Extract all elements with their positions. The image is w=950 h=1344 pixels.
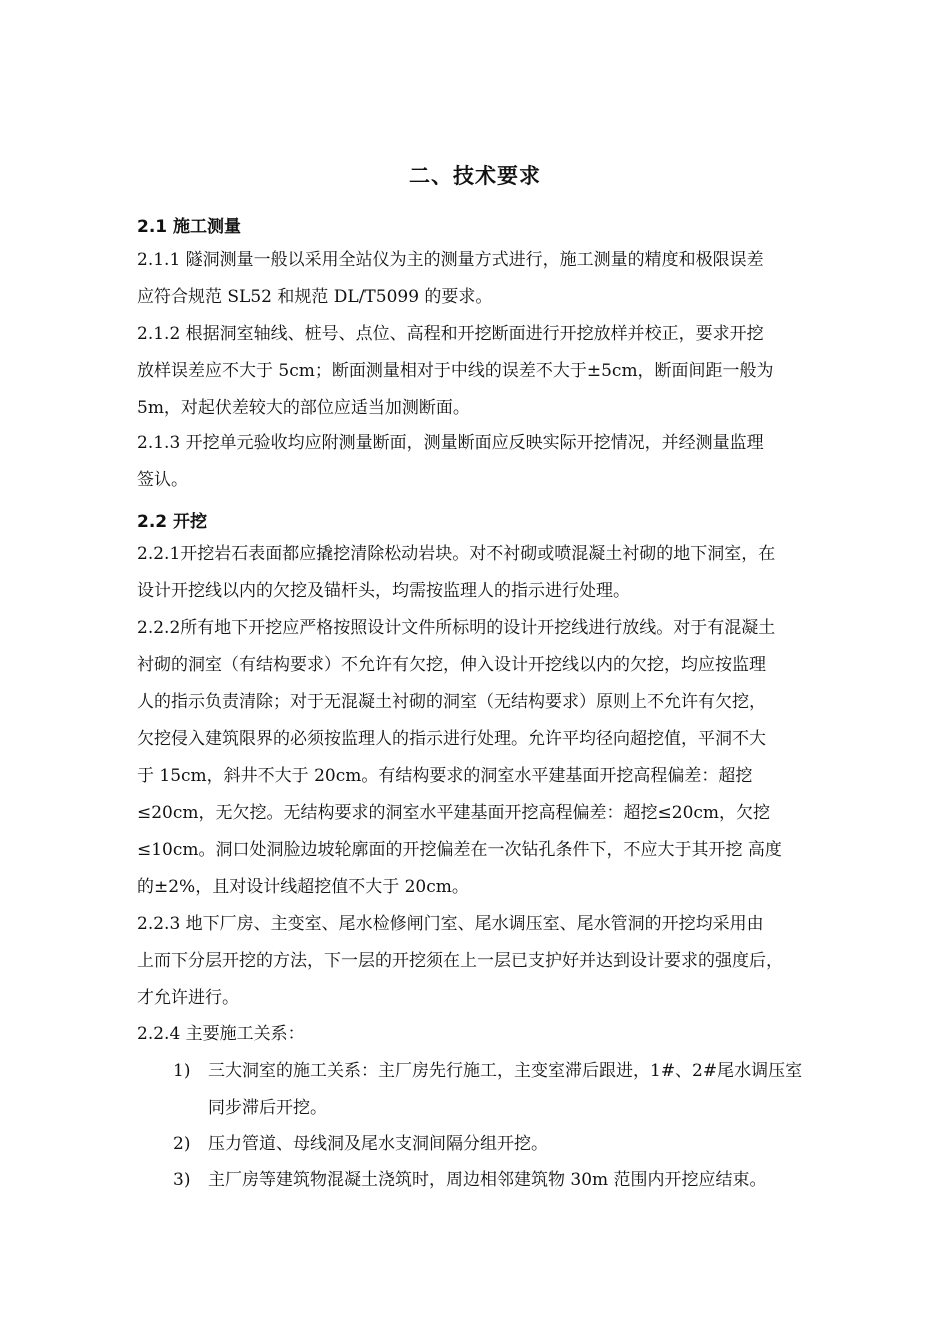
text-line: 2.1.3 开挖单元验收均应附测量断面，测量断面应反映实际开挖情况，并经测量监理: [137, 433, 764, 453]
paragraph-2-2-1: [137, 536, 860, 610]
text-line: ≤10cm。洞口处洞脸边坡轮廓面的开挖偏差在一次钻孔条件下，不应大于其开挖 高度: [137, 840, 782, 860]
paragraph-2-2-2: [137, 610, 860, 906]
text-line: 衬砌的洞室（有结构要求）不允许有欠挖，伸入设计开挖线以内的欠挖，均应按监理: [137, 655, 766, 675]
text-line: 同步滞后开挖。: [208, 1098, 327, 1118]
paragraph-2-1-2: [137, 316, 860, 427]
page-title: 二、技术要求: [409, 164, 541, 188]
paragraph-2-2-3: [137, 906, 860, 1017]
text-line: ≤20cm，无欠挖。无结构要求的洞室水平建基面开挖高程偏差：超挖≤20cm，欠挖: [137, 803, 771, 823]
text-line: 5m，对起伏差较大的部位应适当加测断面。: [137, 398, 470, 418]
text-line: 于 15cm，斜井不大于 20cm。有结构要求的洞室水平建基面开挖高程偏差：超挖: [137, 766, 753, 786]
list-item: [173, 1126, 863, 1163]
text-line: 2.2.3 地下厂房、主变室、尾水检修闸门室、尾水调压室、尾水管洞的开挖均采用由: [137, 914, 764, 934]
text-line: 压力管道、母线洞及尾水支洞间隔分组开挖。: [208, 1134, 548, 1154]
paragraph-2-1-1: [137, 242, 860, 316]
text-line: 才允许进行。: [137, 988, 239, 1008]
text-line: 上而下分层开挖的方法，下一层的开挖须在上一层已支护好并达到设计要求的强度后，: [137, 951, 783, 971]
list-item: [173, 1053, 863, 1127]
text-line: 应符合规范 SL52 和规范 DL/T5099 的要求。: [137, 287, 493, 307]
list-item-number: 1): [173, 1061, 191, 1081]
list-item-number: 3): [173, 1170, 191, 1190]
text-line: 2.2.1开挖岩石表面都应撬挖清除松动岩块。对不衬砌或喷混凝土衬砌的地下洞室，在: [137, 544, 776, 564]
paragraph-2-1-3: [137, 425, 860, 499]
text-line: 欠挖侵入建筑限界的必须按监理人的指示进行处理。允许平均径向超挖值，平洞不大: [137, 729, 766, 749]
paragraph-2-2-4: [137, 1016, 860, 1053]
text-line: 2.1.1 隧洞测量一般以采用全站仪为主的测量方式进行，施工测量的精度和极限误差: [137, 250, 764, 270]
text-line: 放样误差应不大于 5cm；断面测量相对于中线的误差不大于±5cm，断面间距一般为: [137, 361, 774, 381]
text-line: 的±2%，且对设计线超挖值不大于 20cm。: [137, 877, 469, 897]
text-line: 2.2.4 主要施工关系：: [137, 1024, 305, 1044]
text-line: 2.1.2 根据洞室轴线、桩号、点位、高程和开挖断面进行开挖放样并校正，要求开挖: [137, 324, 764, 344]
section-heading-2-1: 2.1 施工测量: [137, 217, 242, 237]
text-line: 人的指示负责清除；对于无混凝土衬砌的洞室（无结构要求）原则上不允许有欠挖，: [137, 692, 766, 712]
text-line: 三大洞室的施工关系：主厂房先行施工，主变室滞后跟进，1#、2#尾水调压室: [208, 1061, 803, 1081]
text-line: 2.2.2所有地下开挖应严格按照设计文件所标明的设计开挖线进行放线。对于有混凝土: [137, 618, 776, 638]
list-item: [173, 1162, 863, 1199]
text-line: 设计开挖线以内的欠挖及锚杆头，均需按监理人的指示进行处理。: [137, 581, 630, 601]
text-line: 签认。: [137, 470, 188, 490]
section-heading-2-2: 2.2 开挖: [137, 512, 208, 532]
list-item-number: 2): [173, 1134, 191, 1154]
text-line: 主厂房等建筑物混凝土浇筑时，周边相邻建筑物 30m 范围内开挖应结束。: [208, 1170, 767, 1190]
